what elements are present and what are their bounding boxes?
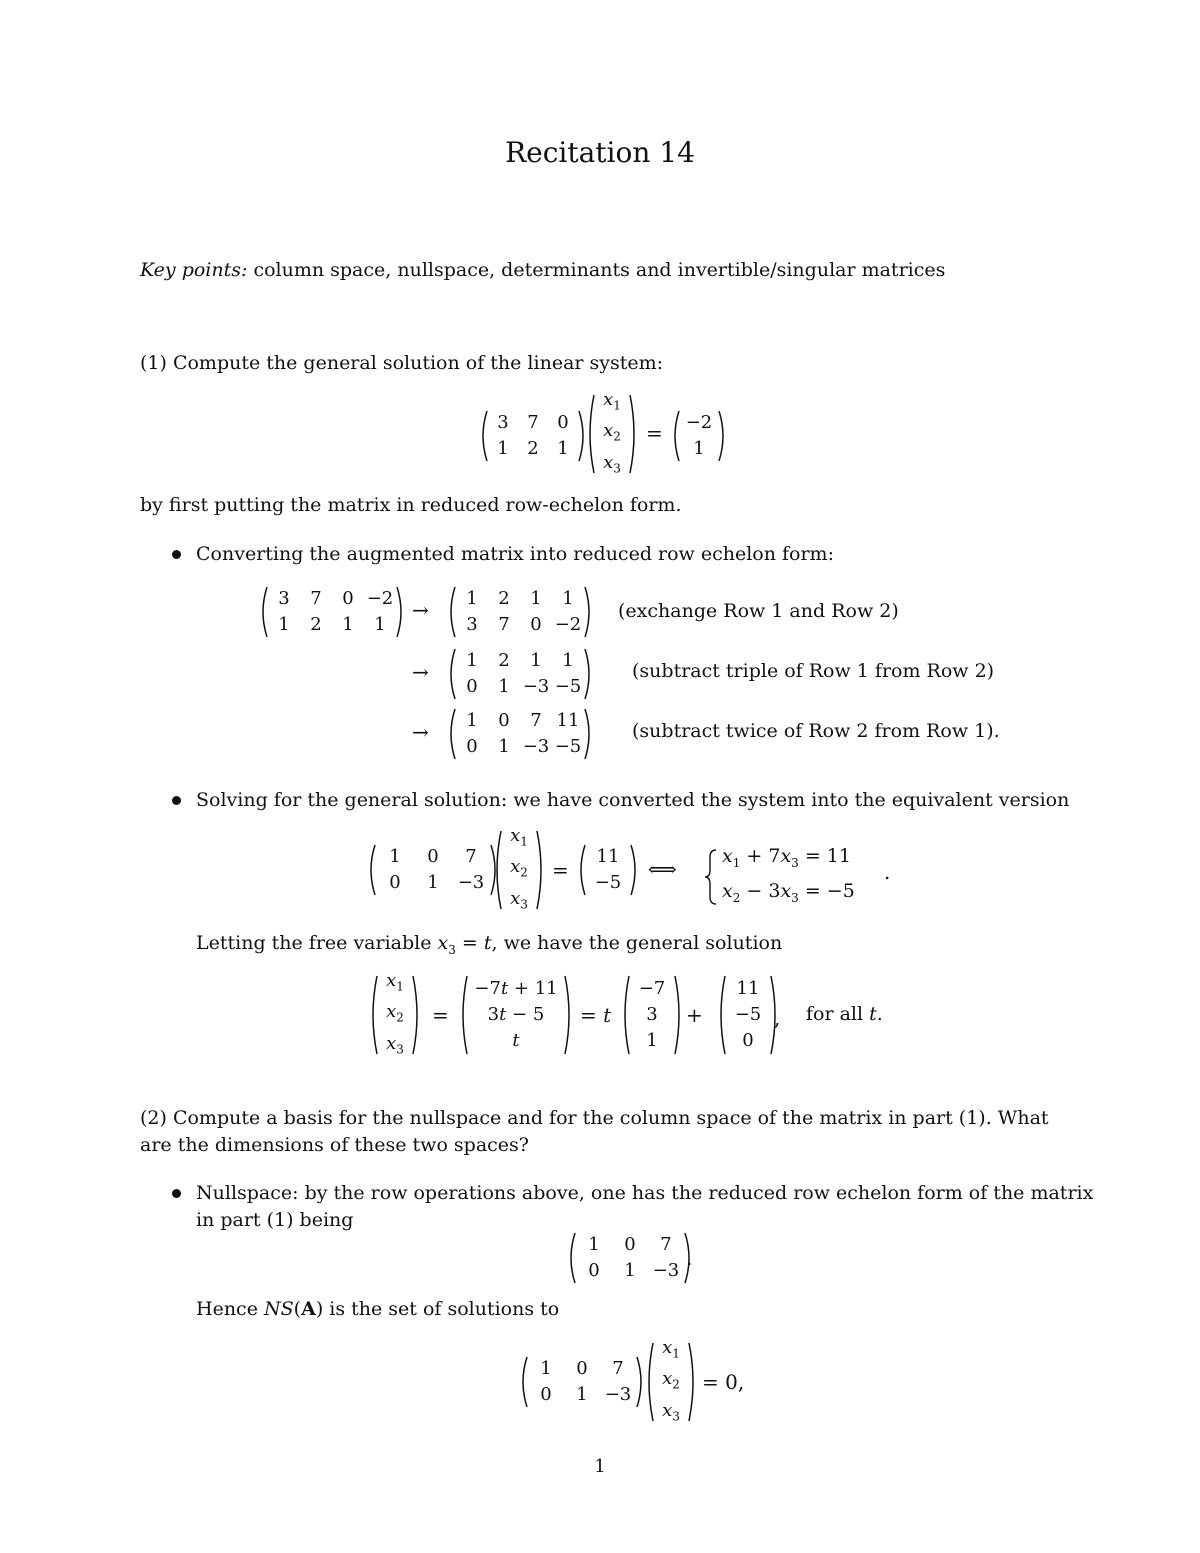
left-paren: [492, 830, 502, 910]
matrix-entry: −2: [685, 412, 713, 433]
equals-zero: = 0,: [702, 1370, 745, 1394]
matrix-entry: −3: [604, 1384, 632, 1405]
matrix-entry: 1: [466, 710, 478, 731]
matrix-entry: 7: [465, 846, 477, 867]
right-paren: [584, 586, 594, 638]
right-paren: [584, 648, 594, 700]
matrix-entry: 0: [530, 614, 542, 635]
matrix-entry: −3: [457, 872, 485, 893]
matrix-cells: [654, 1336, 688, 1424]
matrix-entry: $x_2$: [510, 856, 528, 880]
matrix-entry: 1: [278, 614, 290, 635]
left-paren: [518, 1356, 528, 1408]
matrix-entry: 2: [527, 438, 539, 459]
matrix-a: [478, 410, 588, 462]
arrow-2: →: [412, 660, 429, 684]
right-paren: [688, 1342, 698, 1422]
matrix-entry: −2: [554, 614, 582, 635]
left-brace: [704, 848, 718, 906]
left-paren: [576, 844, 586, 896]
right-paren: [396, 586, 406, 638]
vector-b: [670, 410, 728, 462]
matrix-entry: 7: [527, 412, 539, 433]
matrix-entry: 0: [427, 846, 439, 867]
matrix-entry: 1: [530, 650, 542, 671]
matrix-entry: 3: [497, 412, 509, 433]
page-number: 1: [594, 1456, 606, 1477]
bullet-dot: [172, 550, 181, 559]
matrix-entry: $x_2$: [662, 1368, 680, 1392]
matrix-entry: 1: [624, 1260, 636, 1281]
left-paren: [258, 586, 268, 638]
bullet-2-text: Solving for the general solution: we have converted the system into the equivalent version: [196, 789, 1070, 811]
system-eq-2: $x_2 - 3x_3 = -5$: [722, 879, 855, 905]
right-paren: [629, 394, 639, 474]
left-paren: [644, 1342, 654, 1422]
system-eq-1: $x_1 + 7x_3 = 11$: [722, 845, 851, 870]
equals-sign: =: [552, 858, 569, 882]
matrix-cells: [456, 708, 584, 760]
nullspace-text-line-2: in part (1) being: [196, 1209, 354, 1231]
matrix-entry: 2: [498, 650, 510, 671]
eq-matrix: [366, 844, 500, 896]
matrix-entry: $x_3$: [386, 1032, 404, 1057]
equals-sign: =: [432, 1003, 449, 1027]
period: .: [686, 1246, 693, 1270]
arrow-3: →: [412, 720, 429, 744]
left-paren: [620, 975, 630, 1055]
matrix-cells: [488, 410, 578, 462]
matrix-entry: 7: [498, 614, 510, 635]
problem-2-prompt-line-2: are the dimensions of these two spaces?: [140, 1134, 529, 1156]
matrix-entry: 3t − 5: [487, 1004, 545, 1025]
matrix-entry: 7: [660, 1234, 672, 1255]
matrix-entry: −3: [522, 676, 550, 697]
matrix-cells: [680, 410, 718, 462]
nullspace-text-line-1: Nullspace: by the row operations above, one has the reduced row echelon form of the matrix: [196, 1182, 1094, 1204]
matrix-entry: 11: [596, 846, 620, 867]
free-variable-text: Letting the free variable $x_3 = t$, we have the general solution: [196, 932, 783, 957]
right-paren: [412, 975, 422, 1055]
matrix-cells: [595, 388, 629, 476]
matrix-entry: 0: [342, 588, 354, 609]
left-paren: [446, 708, 456, 760]
right-paren: [674, 975, 684, 1055]
bullet-1-text: Converting the augmented matrix into reduced row echelon form:: [196, 543, 834, 565]
matrix-entry: 3: [466, 614, 478, 635]
matrix-entry: 0: [742, 1030, 754, 1051]
step-1-note: (exchange Row 1 and Row 2): [618, 600, 899, 622]
matrix-entry: 1: [497, 438, 509, 459]
matrix-entry: −3: [522, 736, 550, 757]
matrix-cells: [376, 844, 490, 896]
problem-1-prompt: (1) Compute the general solution of the linear system:: [140, 352, 664, 374]
matrix-entry: 0: [540, 1384, 552, 1405]
matrix-entry: $x_1$: [386, 969, 404, 994]
matrix-entry: 1: [588, 1234, 600, 1255]
problem-2-prompt-line-1: (2) Compute a basis for the nullspace and for the column space of the matrix in part (1). What: [140, 1107, 1049, 1129]
right-paren: [564, 975, 574, 1055]
gen-part-vector: [716, 975, 780, 1055]
matrix-entry: 0: [466, 736, 478, 757]
plus-sign: +: [686, 1003, 703, 1027]
matrix-entry: 1: [374, 614, 386, 635]
matrix-entry: $x_3$: [662, 1399, 680, 1424]
left-paren: [368, 975, 378, 1055]
matrix-entry: $x_2$: [603, 420, 621, 444]
matrix-entry: −7: [638, 978, 666, 999]
matrix-entry: 11: [556, 710, 580, 731]
iff-arrow: ⟺: [648, 857, 677, 881]
matrix-cells: [378, 969, 412, 1057]
matrix-entry: 11: [736, 978, 760, 999]
matrix-cells: [456, 648, 584, 700]
matrix-entry: 0: [588, 1260, 600, 1281]
key-points: [140, 258, 945, 283]
matrix-entry: −5: [734, 1004, 762, 1025]
augmented-matrix: [258, 586, 406, 638]
matrix-entry: −2: [366, 588, 394, 609]
matrix-entry: 2: [310, 614, 322, 635]
rref-matrix: [566, 1232, 694, 1284]
gen-mid-vector: [458, 975, 574, 1055]
matrix-entry: $x_3$: [603, 451, 621, 476]
matrix-entry: 1: [530, 588, 542, 609]
matrix-entry: 1: [466, 650, 478, 671]
left-paren: [446, 586, 456, 638]
matrix-entry: 1: [466, 588, 478, 609]
matrix-entry: 0: [498, 710, 510, 731]
matrix-cells: [456, 586, 584, 638]
matrix-entry: 1: [342, 614, 354, 635]
left-paren: [716, 975, 726, 1055]
matrix-entry: $x_1$: [510, 824, 528, 849]
comma: ,: [774, 1006, 781, 1030]
gen-vector-x: [368, 969, 422, 1057]
matrix-entry: 1: [693, 438, 705, 459]
matrix-entry: 3: [278, 588, 290, 609]
matrix-entry: $x_2$: [386, 1001, 404, 1025]
matrix-entry: 0: [389, 872, 401, 893]
left-paren: [566, 1232, 576, 1284]
step-2-matrix: [446, 648, 594, 700]
linear-system: [704, 842, 855, 912]
right-paren: [584, 708, 594, 760]
right-paren: [630, 844, 640, 896]
matrix-entry: 1: [498, 676, 510, 697]
matrix-entry: 1: [646, 1030, 658, 1051]
left-paren: [585, 394, 595, 474]
for-all-t: for all t.: [806, 1003, 883, 1025]
matrix-entry: 0: [466, 676, 478, 697]
matrix-cells: [502, 824, 536, 912]
step-2-note: (subtract triple of Row 1 from Row 2): [632, 660, 995, 682]
equals-t: = t: [580, 1003, 612, 1027]
left-paren: [446, 648, 456, 700]
matrix-entry: 1: [389, 846, 401, 867]
matrix-entry: 1: [557, 438, 569, 459]
matrix-entry: $x_1$: [603, 388, 621, 413]
matrix-entry: 7: [612, 1358, 624, 1379]
matrix-entry: $x_3$: [510, 887, 528, 912]
step-1-matrix: [446, 586, 594, 638]
bullet-dot: [172, 796, 181, 805]
matrix-entry: $x_1$: [662, 1336, 680, 1361]
ns-matrix: [518, 1356, 646, 1408]
step-3-note: (subtract twice of Row 2 from Row 1).: [632, 720, 1000, 742]
key-points-label: Key points:: [140, 259, 248, 281]
matrix-entry: 0: [576, 1358, 588, 1379]
left-paren: [478, 410, 488, 462]
matrix-entry: 1: [562, 650, 574, 671]
period: .: [884, 860, 891, 884]
matrix-entry: 0: [624, 1234, 636, 1255]
page-title: Recitation 14: [505, 136, 695, 169]
matrix-entry: −5: [594, 872, 622, 893]
eq-vector-b: [576, 844, 640, 896]
matrix-entry: 1: [576, 1384, 588, 1405]
matrix-entry: 1: [540, 1358, 552, 1379]
hence-text: Hence NS(A) is the set of solutions to: [196, 1298, 560, 1320]
left-paren: [366, 844, 376, 896]
matrix-cells: [468, 975, 564, 1055]
matrix-entry: −3: [652, 1260, 680, 1281]
eq-vector-x: [492, 824, 546, 912]
matrix-entry: −5: [554, 676, 582, 697]
matrix-entry: −7t + 11: [474, 978, 558, 999]
matrix-entry: t: [512, 1030, 520, 1051]
matrix-cells: [528, 1356, 636, 1408]
right-paren: [718, 410, 728, 462]
matrix-entry: 2: [498, 588, 510, 609]
key-points-text: column space, nullspace, determinants and invertible/singular matrices: [253, 259, 946, 281]
equals-sign: =: [646, 421, 663, 445]
matrix-cells: [630, 975, 674, 1055]
matrix-entry: 0: [557, 412, 569, 433]
matrix-entry: 7: [530, 710, 542, 731]
bullet-dot: [172, 1189, 181, 1198]
problem-1-after: by first putting the matrix in reduced row-echelon form.: [140, 494, 682, 516]
matrix-entry: 7: [310, 588, 322, 609]
gen-dir-vector: [620, 975, 684, 1055]
right-paren: [536, 830, 546, 910]
matrix-cells: [586, 844, 630, 896]
left-paren: [670, 410, 680, 462]
ns-vector-x: [644, 1336, 698, 1424]
matrix-entry: 1: [498, 736, 510, 757]
vector-x: [585, 388, 639, 476]
matrix-entry: 1: [562, 588, 574, 609]
step-3-matrix: [446, 708, 594, 760]
matrix-entry: 1: [427, 872, 439, 893]
matrix-cells: [268, 586, 396, 638]
matrix-cells: [576, 1232, 684, 1284]
matrix-entry: 3: [646, 1004, 658, 1025]
matrix-cells: [726, 975, 770, 1055]
arrow-1: →: [412, 598, 429, 622]
left-paren: [458, 975, 468, 1055]
matrix-entry: −5: [554, 736, 582, 757]
